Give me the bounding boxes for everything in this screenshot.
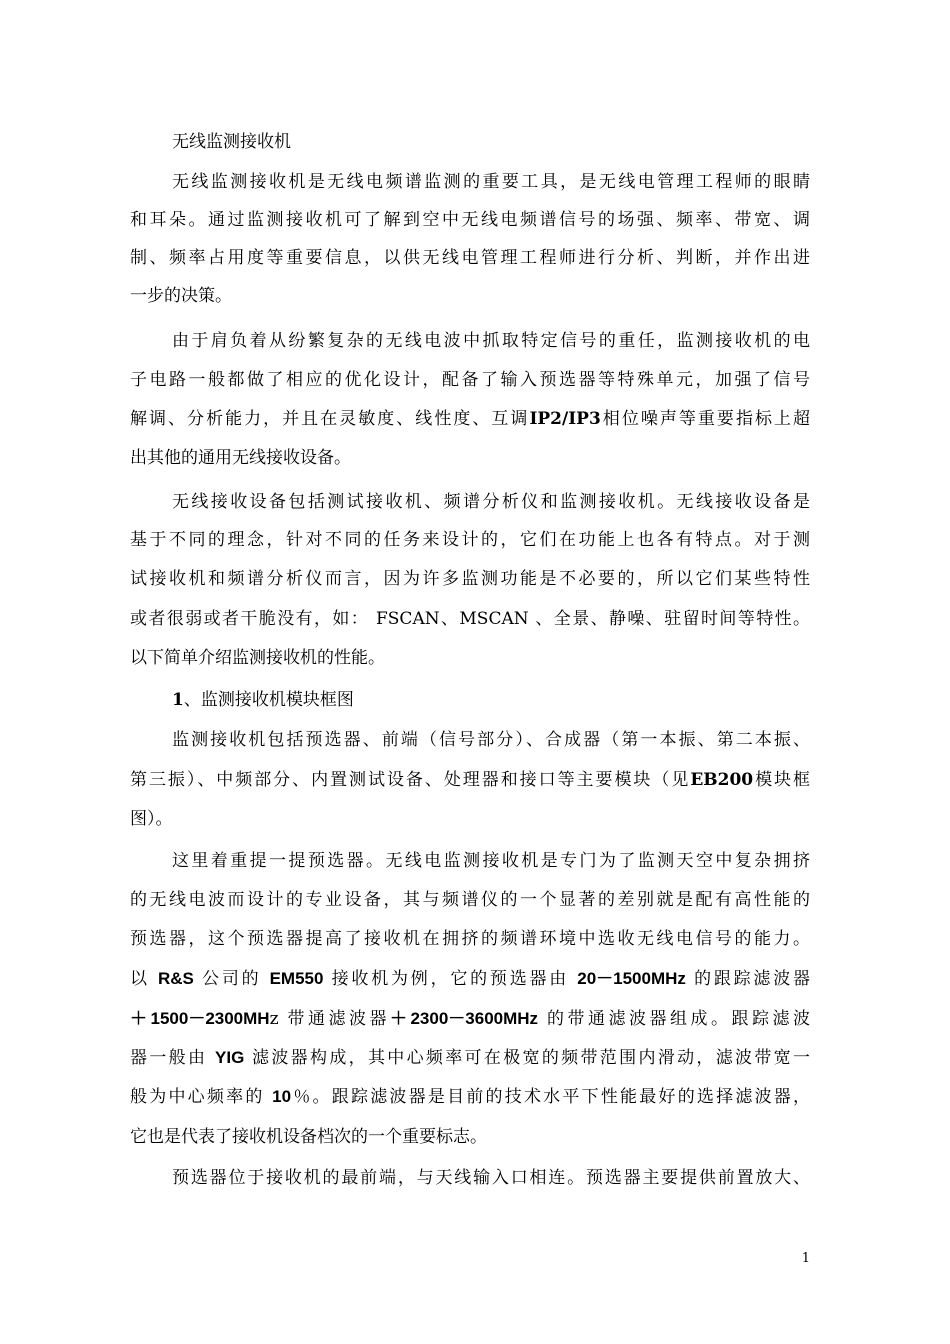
section-1-title: 、监测接收机模块框图 — [183, 690, 354, 710]
paragraph-5-line-6-text-c: 滤波器构成，其中心频率可在极宽的频带范围内滑动，滤波带宽一 — [244, 1048, 811, 1068]
paragraph-4-line-2-text-a: 第三振）、中频部分、内置测试设备、处理器和接口等主要模块（见 — [130, 770, 691, 790]
frequency-range-1-term: 20－1500MHz — [577, 969, 686, 988]
paragraph-5-line-7-text-a: 般为中心频率的 — [130, 1087, 273, 1107]
paragraph-4-line-2-text-c: 模块框 — [753, 770, 811, 790]
paragraph-3-line-5: 以下简单介绍监测接收机的性能。 — [130, 648, 385, 668]
paragraph-2-line-3 — [130, 404, 810, 434]
paragraph-5-line-6-text-a: 器一般由 — [130, 1048, 216, 1068]
em550-term: EM550 — [269, 969, 324, 988]
frequency-range-2-term: ＋1500－2300MH — [130, 1009, 270, 1028]
paragraph-2-line-1: 由于肩负着从纷繁复杂的无线电波中抓取特定信号的重任，监测接收机的电 — [172, 331, 810, 351]
rs-company-term: R&S — [157, 969, 194, 988]
paragraph-1-line-2: 和耳朵。通过监测接收机可了解到空中无线电频谱信号的场强、频率、带宽、调 — [130, 210, 810, 230]
paragraph-3-line-3: 试接收机和频谱分析仪而言，因为许多监测功能是不必要的，所以它们某些特性 — [130, 569, 810, 589]
paragraph-2-line-3-text-c: 相位噪声等重要指标上超 — [600, 409, 811, 429]
paragraph-5-line-5-text-b: z 带通滤波器 — [269, 1009, 390, 1029]
paragraph-3-line-4: 或者很弱或者干脆没有，如： FSCAN、MSCAN 、全景、静噪、驻留时间等特性。 — [130, 609, 810, 629]
bandwidth-percent-term: 10 — [272, 1087, 292, 1106]
paragraph-5-line-4-text-c: 公司的 — [193, 969, 270, 989]
paragraph-5-line-4-text-g: 的跟踪滤波器 — [685, 969, 811, 989]
document-title: 无线监测接收机 — [172, 132, 291, 152]
paragraph-1-line-1: 无线监测接收机是无线电频谱监测的重要工具，是无线电管理工程师的眼睛 — [172, 172, 810, 192]
eb200-term: EB200 — [690, 770, 754, 790]
frequency-range-3-term: ＋2300－3600MHz — [389, 1009, 539, 1028]
paragraph-5-line-2: 的无线电波而设计的专业设备，其与频谱仪的一个显著的差别就是配有高性能的 — [130, 890, 810, 910]
section-1-number: 1 — [172, 690, 184, 710]
paragraph-5-line-8: 它也是代表了接收机设备档次的一个重要标志。 — [130, 1127, 487, 1147]
paragraph-3-line-1: 无线接收设备包括测试接收机、频谱分析仪和监测接收机。无线接收设备是 — [172, 492, 810, 512]
paragraph-5-line-5 — [130, 1004, 810, 1034]
page-number: 1 — [801, 1251, 810, 1266]
paragraph-6-line-1: 预选器位于接收机的最前端，与天线输入口相连。预选器主要提供前置放大、 — [172, 1168, 810, 1188]
paragraph-2-line-2: 子电路一般都做了相应的优化设计，配备了输入预选器等特殊单元，加强了信号 — [130, 370, 810, 390]
paragraph-5-line-4-text-a: 以 — [130, 969, 158, 989]
paragraph-5-line-7 — [130, 1082, 810, 1112]
paragraph-4-line-2 — [130, 765, 810, 795]
yig-term: YIG — [215, 1048, 245, 1067]
paragraph-3-line-2: 基于不同的理念，针对不同的任务来设计的，它们在功能上也各有特点。对于测 — [130, 530, 810, 550]
paragraph-4-line-3: 图）。 — [130, 809, 173, 829]
ip2-ip3-term: IP2/IP3 — [529, 409, 601, 429]
paragraph-5-line-3: 预选器，这个预选器提高了接收机在拥挤的频谱环境中选收无线电信号的能力。 — [130, 929, 810, 949]
paragraph-5-line-4 — [130, 964, 810, 994]
paragraph-4-line-1: 监测接收机包括预选器、前端（信号部分）、合成器（第一本振、第二本振、 — [172, 730, 810, 750]
paragraph-5-line-1: 这里着重提一提预选器。无线电监测接收机是专门为了监测天空中复杂拥挤 — [172, 851, 810, 871]
paragraph-1-line-3: 制、频率占用度等重要信息，以供无线电管理工程师进行分析、判断，并作出进 — [130, 248, 810, 268]
paragraph-5-line-7-text-c: ％。跟踪滤波器是目前的技术水平下性能最好的选择滤波器， — [291, 1087, 811, 1107]
paragraph-2-line-3-text-a: 解调、分析能力，并且在灵敏度、线性度、互调 — [130, 409, 530, 429]
paragraph-1-line-4: 一步的决策。 — [130, 286, 232, 306]
paragraph-5-line-6 — [130, 1043, 810, 1073]
paragraph-5-line-5-text-d: 的带通滤波器组成。跟踪滤波 — [538, 1009, 810, 1029]
paragraph-2-line-4: 出其他的通用无线接收设备。 — [130, 448, 351, 468]
section-1-heading — [172, 685, 810, 715]
paragraph-5-line-4-text-e: 接收机为例，它的预选器由 — [323, 969, 578, 989]
